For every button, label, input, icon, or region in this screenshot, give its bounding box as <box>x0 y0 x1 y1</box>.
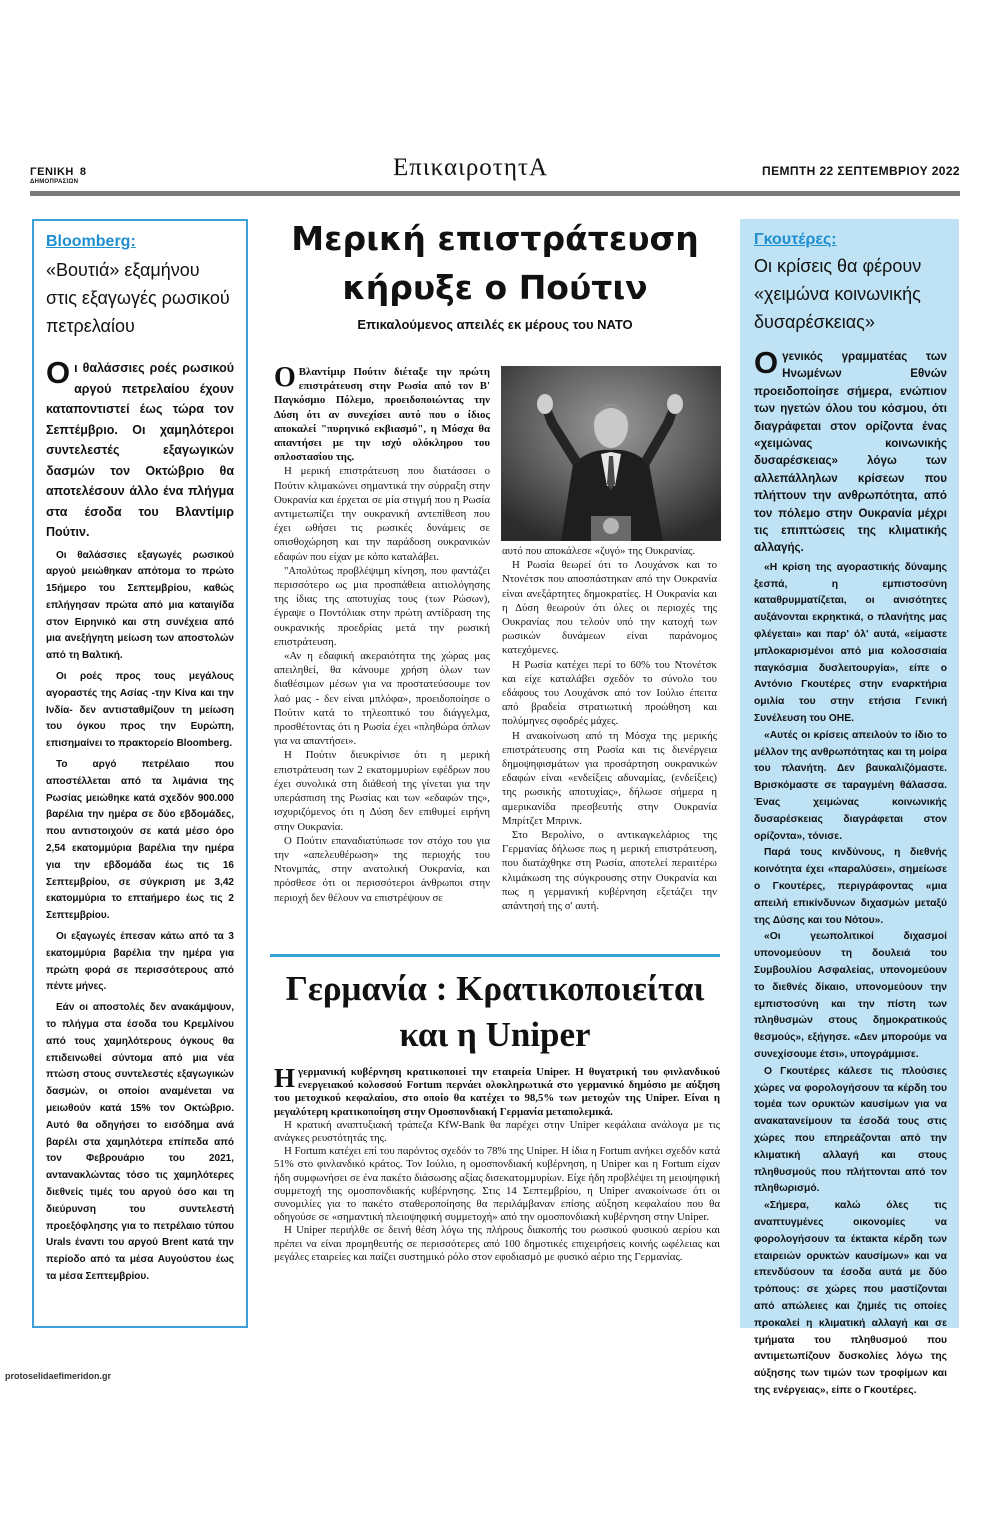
right-article-lead <box>754 345 947 557</box>
page-number: 8 <box>79 166 86 178</box>
uniper-paragraph: Η κρατική αναπτυξιακή τράπεζα KfW-Bank θα παρέχει στην Uniper κεφάλαια ανάλογα με τις ανάγκες ρευστότητάς της. <box>274 1118 720 1145</box>
main-dropcap: Ο <box>274 362 296 393</box>
masthead <box>30 163 86 185</box>
main-lead <box>274 362 490 464</box>
left-paragraph: Εάν οι αποστολές δεν ανακάμψουν, το πλήγμα στα έσοδα του Κρεμλίνου από τους χαμηλότερους όγκους θα επιδεινωθεί σύντομα από μια νέα πτώση στους συντελεστές εξαγωγικών δασμών, οι οποίοι αναμένεται να μειωθούν κατά 15% τον Οκτώβριο. Αυτό θα οδηγήσει το εισόδημα ανά βαρέλι στα χαμηλότερα επίπεδα από τον Φεβρουάριο του 2021, αντανακλώντας τόσο τις χαμηλότερες διεθνείς τιμές του αργού όσο και τη διεύρυνση του συντελεστή προεξόφλησης για το πετρέλαιο τύπου Urals έναντι του αργού Brent κατά την περίοδο από τα μέσα Αυγούστου έως τα μέσα Σεπτεμβρίου. <box>46 1002 234 1282</box>
right-article-body <box>754 560 947 1400</box>
main-headline <box>270 214 720 312</box>
left-lead-text: ι θαλάσσιες ροές ρωσικού αργού πετρελαίου έχουν καταποντιστεί έως τώρα τον Σεπτέμβριο. Οι χαμηλότεροι συντελεστές εξαγωγικών δασμών τον Οκτώβριο θα αποτελέσουν άλλο ένα πλήγμα στα έσοδα του Βλαντίμιρ Πούτιν. <box>46 361 234 539</box>
right-article-title: Οι κρίσεις θα φέρουν «χειμώνα κοινωνικής δυσαρέσκειας» <box>754 256 922 332</box>
header-rule <box>30 191 960 196</box>
right-paragraph: «Οι γεωπολιτικοί διχασμοί υπονομεύουν τη δουλειά του Συμβουλίου Ασφαλείας, υπονομεύουν το διεθνές δίκαιο, υπονομεύουν την εμπιστοσύνη και την πίστη των πληθυσμών στους δημοκρατικούς θεσμούς», εξήγησε. «Δεν μπορούμε να συνεχίσουμε έτσι», υπογράμμισε. <box>754 931 947 1060</box>
right-paragraph: «Αυτές οι κρίσεις απειλούν το ίδιο το μέλλον της ανθρωπότητας και τη μοίρα του πλανήτη. Δεν βαυκαλιζόμαστε. Βρισκόμαστε σε ταραγμένη θάλασσα. Ένας χειμώνας κοινωνικής δυσαρέσκειας διαγράφεται στον ορίζοντα», τόνισε. <box>754 729 947 842</box>
uniper-lead <box>274 1063 720 1119</box>
right-dropcap: Ο <box>754 345 779 380</box>
left-article-title: «Βουτιά» εξαμήνου στις εξαγωγές ρωσικού πετρελαίου <box>46 260 230 336</box>
main-paragraph: Η μερική επιστράτευση που διατάσσει ο Πούτιν κλιμακώνει σημαντικά την σύρραξη στην Ουκρανία και έρχεται σε μία στιγμή που η Ρωσία αντιμετωπίζει την ουκρανική αντεπίθεση που έχει ωθήσει τις ρωσικές δυνάμεις σε οπισθοχώρηση και την παράδοση ουκρανικών εδαφών που είχαν με κόπο καταλάβει. <box>274 465 490 563</box>
left-dropcap: Ο <box>46 355 71 390</box>
uniper-headline-line: Γερμανία : Κρατικοποιείται <box>285 969 705 1008</box>
main-subheadline: Επικαλούμενος απειλές εκ μέρους του ΝΑΤΟ <box>357 317 633 332</box>
uniper-article-body <box>274 1063 720 1264</box>
right-paragraph: «Σήμερα, καλώ όλες τις αναπτυγμένες οικονομίες να φορολογήσουν τα έκτακτα κέρδη των εταιρειών ορυκτών καυσίμων» και να επενδύσουν τα έσοδα αυτά με δύο τρόπους: σε χώρες που μαστίζονται από απώλειες και ζημιές τις οποίες προκαλεί η κλιματική αλλαγή και σε τμήματα του πληθυσμού που αντιμετωπίζουν δυσκολίες λόγω της αύξησης των τιμών των τροφίμων και της ενέργειας», είπε ο Γκουτέρες. <box>754 1200 947 1396</box>
main-paragraph: Ο Πούτιν επαναδιατύπωσε τον στόχο του για την «απελευθέρωση» της περιοχής του Ντονμπάς, στην ανατολική Ουκρανία, και πρόσθεσε ότι οι περισσότεροι άνθρωποι στην περιοχή δεν θέλουν να επιστρέψουν σε <box>274 834 490 904</box>
right-paragraph: Ο Γκουτέρες κάλεσε τις πλούσιες χώρες να φορολογήσουν τα κέρδη του τομέα των ορυκτών καυσίμων για να ανακατανείμουν τα έσοδά τους στις χώρες που επηρεάζονται από την κλιματική αλλαγή και στους πληθυσμούς που πλήττονται από τον πληθωρισμό. <box>754 1065 947 1195</box>
section-title: ΕπικαιροτητΑ <box>393 154 549 181</box>
right-lead-text: γενικός γραμματέας των Ηνωμένων Εθνών προειδοποίησε σήμερα, ενώπιον των ηγετών όλου του κόσμου, ότι διαγράφεται στον ορίζοντα ένας «χειμώνας κοινωνικής δυσαρέσκειας» λόγω των αλλεπάλληλων κρίσεων που πλήττουν την ανθρωπότητα, από τον πόλεμο στην Ουκρανία μέχρι τις επιπτώσεις της κλιματικής αλλαγής. <box>754 350 947 555</box>
uniper-headline-line: και η Uniper <box>399 1015 591 1054</box>
left-paragraph: Οι εξαγωγές έπεσαν κάτω από τα 3 εκατομμύρια βαρέλια την ημέρα για πρώτη φορά σε περισσότερους από πέντε μήνες. <box>46 931 234 993</box>
uniper-headline <box>270 966 720 1058</box>
putin-photo <box>501 366 721 541</box>
left-kicker: Bloomberg: <box>46 233 136 250</box>
left-paragraph: Το αργό πετρέλαιο που αποστέλλεται από τα λιμάνια της Ρωσίας μειώθηκε κατά σχεδόν 900.000 βαρέλια την ημέρα σε δύο εβδομάδες, που αντιστοιχούν σε κατά μέσο όρο 2,54 εκατομμύρια βαρέλια την ημέρα για την εβδομάδα έως τις 16 Σεπτεμβρίου, σε σύγκριση με 3,42 εκατομμύρια το επταήμερο έως τις 2 Σεπτεμβρίου. <box>46 759 234 922</box>
right-paragraph: «Η κρίση της αγοραστικής δύναμης ξεσπά, η εμπιστοσύνη καταθρυμματίζεται, οι ανισότητες αυξάνονται εκρηκτικά, ο πλανήτης μας φλέγεται» και παρ' όλ' αυτά, «είμαστε μπλοκαρισμένοι από μια κολοσσιαία παγκόσμια δυσλειτουργία», είπε ο Αντόνιο Γκουτέρες στην εναρκτήρια ομιλία του στην ετήσια Γενική Συνέλευση του ΟΗΕ. <box>754 561 947 725</box>
source-watermark: protoselidaefimeridon.gr <box>5 1371 112 1381</box>
main-paragraph: αυτό που αποκάλεσε «ζυγό» της Ουκρανίας. <box>502 545 696 557</box>
main-paragraph: Η Ρωσία κατέχει περί το 60% του Ντονέτσκ και είχε καταλάβει σχεδόν το σύνολο του εδάφους του Λουχάνσκ από τον Ιούλιο έπειτα από βραδεία στρατιωτική προώθηση και πολύμηνες σφοδρές μάχες. <box>502 658 717 728</box>
uniper-lead-text: γερμανική κυβέρνηση κρατικοποιεί την εταιρεία Uniper. Η θυγατρική του φινλανδικού ενεργειακού κολοσσού Fortum περνάει ολοκληρωτικά στο γερμανικό δημόσιο με αύξηση του μετοχικού κεφαλαίου, στο οποίο θα κατέχει το 98,5% των μετοχών της Uniper. Είναι η μεγαλύτερη κρατικοποίηση στην Ομοσπονδιακή Γερμανία μεταπολεμικά. <box>274 1066 720 1118</box>
main-paragraph: Η ανακοίνωση από τη Μόσχα της μερικής επιστράτευσης στη Ρωσία και τις διενέργεια δημοψηφισμάτων για προσάρτηση ουκρανικών εδαφών είναι «ενδείξεις αδυναμίας, (ενδείξεις) της ρωσικής αποτυχίας», δήλωσε σήμερα η αμερικανίδα πρεσβευτής στην Ουκρανία Μπρίτζετ Μπρινκ. <box>502 729 717 827</box>
main-headline-line: Μερική επιστράτευση <box>291 219 699 258</box>
guterres-article-box <box>740 219 959 1396</box>
main-paragraph: Η Πούτιν διευκρίνισε ότι η μερική επιστράτευση των 2 εκατομμυρίων εφέδρων που έχει συνολικά στη διάθεσή της γίνεται για την υπεράσπιση της Ρωσίας και των «εδαφών της», ισχυριζόμενος ότι η Δύση δεν επιθυμεί ειρήνη στην Ουκρανία. <box>274 749 490 833</box>
paper-name: ΓΕΝΙΚΗ <box>30 166 74 178</box>
main-paragraph: Η Ρωσία θεωρεί ότι το Λουχάνσκ και το Ντονέτσκ που αποσπάστηκαν από την Ουκρανία είναι ανεξάρτητες δημοκρατίες. Η Ουκρανία και η Δύση θεωρούν ότι όλες οι περιοχές της Ουκρανίας που τελούν υπό την κατοχή των ρωσικών δυνάμεων είναι παράνομος κατεχόμενες. <box>502 559 717 657</box>
left-article-body <box>46 548 234 1286</box>
main-paragraph: "Απολύτως προβλέψιμη κίνηση, που φαντάζει περισσότερο ως μια προσπάθεια αιτιολόγησης της ίδιας της αποτυχίας τους (των Ρώσων), έγραψε ο Ποντόλιακ στην πρώτη αντίδραση της ουκρανικής προεδρίας μετά την ρωσική επιστράτευση. <box>274 564 490 648</box>
uniper-paragraph: Η Uniper περιήλθε σε δεινή θέση λόγω της πλήρους διακοπής του ρωσικού φυσικού αερίου και πρέπει να είναι προμηθευτής σε περισσότερες από 100 δημοτικές επιχειρήσεις κοινής ωφέλειας και μεγάλες εταιρείες και παίζει συστημικό ρόλο στον εφοδιασμό με φυσικό αέριο της Γερμανίας. <box>274 1224 720 1263</box>
issue-date: ΠΕΜΠΤΗ 22 ΣΕΠΤΕΜΒΡΙΟΥ 2022 <box>762 164 960 178</box>
left-article-lead <box>46 355 234 543</box>
left-paragraph: Οι ροές προς τους μεγάλους αγοραστές της Ασίας -την Κίνα και την Ινδία- δεν αντισταθμίζουν τη μείωση του όγκου προς την Ευρώπη, επισημαίνει το πρακτορείο Bloomberg. <box>46 671 234 750</box>
paper-name-sub: ΔΗΜΟΠΡΑΣΙΩΝ <box>30 179 79 185</box>
uniper-dropcap: Η <box>274 1063 296 1093</box>
left-paragraph: Οι θαλάσσιες εξαγωγές ρωσικού αργού μειώθηκαν απότομα το πρώτο 15ήμερο του Σεπτεμβρίου, καθώς επλήγησαν πρώτα από μια καταιγίδα στον Ειρηνικό και στη συνέχεια από μια ανεξήγητη μείωση των αποστολών από τη Βαλτική. <box>46 549 234 662</box>
main-column-1 <box>274 362 490 905</box>
main-paragraph: «Αν η εδαφική ακεραιότητα της χώρας μας απειληθεί, θα κάνουμε χρήση όλων των διαθέσιμων μέσων για να προστατεύσουμε τον λαό μας - δεν είναι μπλόφα», προειδοποίησε ο Πούτιν κατά το τηλεοπτικό του διάγγελμα, προσθέτοντας ότι η Ρωσία έχει «πληθώρα όπλων για να απαντήσει». <box>274 650 490 748</box>
section-divider <box>270 954 720 957</box>
main-lead-text: Βλαντίμιρ Πούτιν διέταξε την πρώτη επιστράτευση στην Ρωσία από τον Β' Παγκόσμιο Πόλεμο, προειδοποιώντας την Δύση ότι αν συνεχίσει αυτό που ο ίδιος αποκαλεί "πυρηνικό εκβιασμό", η Μόσχα θα απαντήσει με την ισχύ ολόκληρου του οπλοστασίου της. <box>274 366 490 464</box>
main-paragraph: Στο Βερολίνο, ο αντικαγκελάριος της Γερμανίας δήλωσε πως η μερική επιστράτευση, που διατάχθηκε στη Ρωσία, αποτελεί περαιτέρω κλιμάκωση της σύγκρουσης στην Ουκρανία και πως η γερμανική κυβέρνηση εξετάζει την απάντησή της σ' αυτή. <box>502 829 717 913</box>
main-column-2 <box>502 544 717 913</box>
main-headline-line: κήρυξε ο Πούτιν <box>342 268 648 307</box>
uniper-paragraph: Η Fortum κατέχει επί του παρόντος σχεδόν το 78% της Uniper. Η ίδια η Fortum ανήκει σχεδόν κατά 51% στο φινλανδικό κράτος. Τον Ιούλιο, η ομοσπονδιακή κυβέρνηση, η Uniper και η Fortum είχαν ήδη συμφωνήσει σε ένα πακέτο διάσωσης αξίας δισεκατομμυρίων. Είχε ήδη προβλέψει τη μειοψηφική συμμετοχή της ομοσπονδιακής κυβέρνησης. Στις 14 Σεπτεμβρίου, η Uniper ανακοίνωσε ότι οι συνομιλίες για το πακέτο σταθεροποίησης θα περιλάμβαναν επίσης αύξηση κεφαλαίου που θα οδηγούσε σε «σημαντική πλειοψηφική συμμετοχή» από την ομοσπονδιακή κυβέρνηση στην Uniper. <box>274 1145 720 1224</box>
bloomberg-article-box <box>32 219 248 1328</box>
right-kicker: Γκουτέρες: <box>754 231 837 248</box>
right-paragraph: Παρά τους κινδύνους, η διεθνής κοινότητα έχει «παραλύσει», σημείωσε ο Γκουτέρες, περιγράφοντας «μια απειλή επικίνδυνων διχασμών μεταξύ της Δύσης και του Νότου». <box>754 847 947 926</box>
